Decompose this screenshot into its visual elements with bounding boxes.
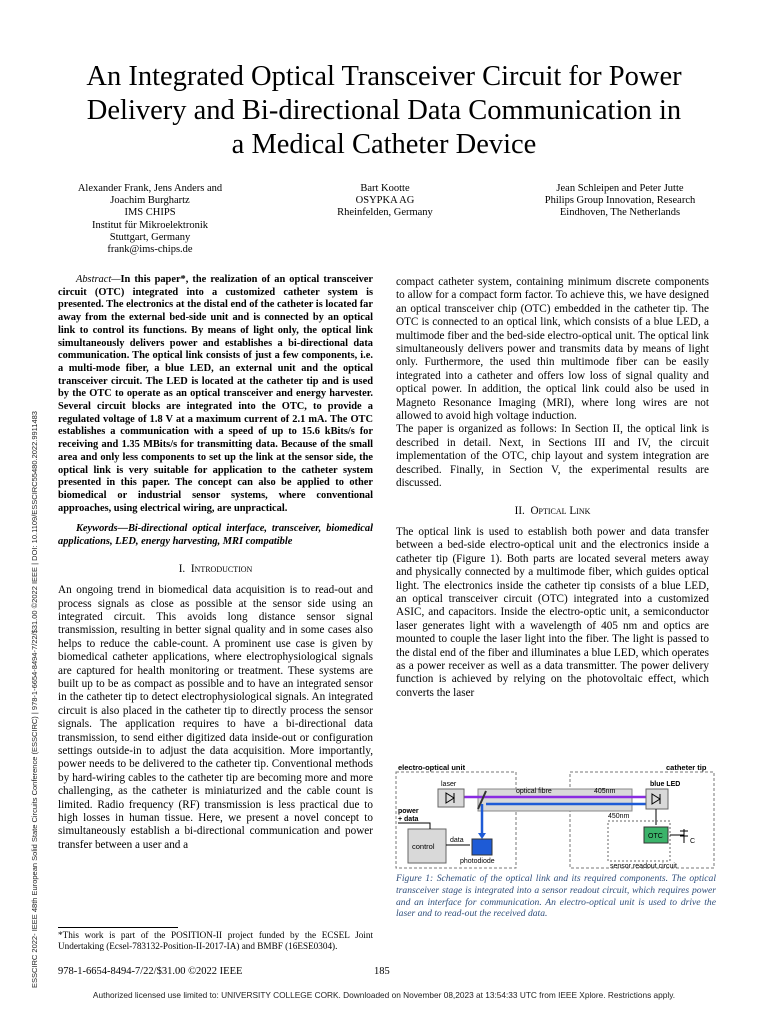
footnote: *This work is part of the POSITION-II project funded by the ECSEL Joint Undertaking (Ecsel-783132-Position-II-2017-IA) and BMBF (16ESE0304). bbox=[58, 930, 373, 951]
catheter-tip-box bbox=[570, 772, 714, 868]
author-line: Rheinfelden, Germany bbox=[337, 207, 433, 219]
isbn-line: 978-1-6654-8494-7/22/$31.00 ©2022 IEEE bbox=[58, 966, 243, 977]
author-line: Alexander Frank, Jens Anders and bbox=[77, 183, 223, 194]
abstract-lead: Abstract— bbox=[76, 274, 121, 285]
laser-box bbox=[438, 789, 464, 807]
label-450nm: 450nm bbox=[608, 813, 630, 820]
author-line: Stuttgart, Germany bbox=[109, 231, 191, 243]
author-email: frank@ims-chips.de bbox=[107, 244, 193, 256]
label-power: power bbox=[398, 808, 419, 815]
right-column bbox=[396, 276, 709, 700]
label-405nm: 405nm bbox=[594, 788, 616, 795]
left-column bbox=[58, 274, 373, 852]
author-line: Bart Kootte bbox=[360, 183, 410, 194]
doi-sidebar-text: ESSCIRC 2022- IEEE 48th European Solid State Circuits Conference (ESSCIRC) | 978-1-6654-8494-7/22/$31.00 ©2022 IEEE | DOI: 10.1109/ESSCIRC55480.2022.9911483 bbox=[30, 411, 39, 988]
arrow-down-icon bbox=[478, 833, 486, 839]
abstract bbox=[58, 274, 373, 515]
label-control: control bbox=[412, 842, 435, 851]
title-line-3: a Medical Catheter Device bbox=[231, 129, 537, 160]
right-paragraph-2: The paper is organized as follows: In Section II, the optical link is described in detail. Next, in Sections III and IV, the circuit implementation of the OTC, chip layout and system integration are described. Finally, in Section V, the experimental results are discussed. bbox=[396, 423, 709, 490]
author-line: Philips Group Innovation, Research bbox=[544, 195, 696, 207]
right-paragraph-3: The optical link is used to establish both power and data transfer between a bed-side electro-optical unit and the electronics inside a catheter tip (Figure 1). Both parts are located several meters away and physically connected by a multimode fiber, which guides optical light. The electronics inside the catheter tip consists of a blue LED, an optical transceiver circuit (OTC) integrated into a customized ASIC, and capacitors. Inside the electro-optic unit, a semiconductor laser generates light with a wavelength of 405 nm and optics are mounted to couple the laser light into the fiber. The light is passed to the distal end of the fiber and illuminates a blue LED, which operates as a power receiver as well as a data transmitter. The power delivery function is achieved by relying on the photovoltaic effect, which converts the laser bbox=[396, 525, 709, 699]
label-photodiode: photodiode bbox=[460, 858, 495, 865]
label-laser: laser bbox=[441, 781, 457, 788]
figure-1 bbox=[394, 763, 718, 870]
right-paragraph-1: compact catheter system, containing minimum discrete components to allow for a compact form factor. To achieve this, we have designed an optical transceiver chip (OTC) embedded in the catheter tip. The OTC is connected to an optical link, which consists of a blue LED, a multimode fiber and the bed-side electro-optical unit. The optical link simultaneously delivers power and transmits data by means of light only. Furthermore, the used thin multimode fiber can be easily integrated into a catheter and offers low loss of signal quality and optical power. In addition, the optical link could also be used in Magneto Resonance Imaging (MRI), where long wires are not allowed to avoid high voltage induction. bbox=[396, 276, 709, 423]
author-line: IMS CHIPS bbox=[124, 207, 176, 219]
label-catheter-tip: catheter tip bbox=[666, 763, 707, 772]
page-number: 185 bbox=[374, 966, 390, 977]
title-line-1: An Integrated Optical Transceiver Circuit for Power bbox=[86, 61, 682, 92]
author-block-2 bbox=[315, 183, 455, 220]
author-line: Jean Schleipen and Peter Jutte bbox=[556, 183, 684, 194]
keywords: Keywords—Bi-directional optical interface, transceiver, biomedical applications, LED, energy harvesting, MRI compatible bbox=[58, 523, 373, 548]
label-sensor-readout: sensor readout circuit bbox=[610, 863, 677, 870]
footnote-rule bbox=[58, 927, 178, 928]
section-heading-introduction: I. Introduction bbox=[178, 562, 253, 575]
doi-sidebar bbox=[0, 0, 39, 1010]
power-data-wire bbox=[398, 823, 430, 829]
blue-led-box bbox=[646, 789, 668, 809]
caption-text: Schematic of the optical link and its required components. The optical transceiver stage is integrated into a sensor readout circuit, which requires power and an interface for communication. An electro-optical unit is used to drive the laser and to read-out the received data. bbox=[396, 873, 716, 920]
caption-label: Figure 1: bbox=[396, 873, 434, 884]
introduction-text: An ongoing trend in biomedical data acquisition is to read-out and process signals as close as possible at the sensor side using an integrated circuit. This avoids long distance sensor signal transmission, resulting in better signal quality and in some cases also helps to reduce the cable-count. A prominent use case is given by biomedical catheter applications, where electrophysiological signals are captured for health monitoring or treatment. These systems are built up to be as compact as possible and to have an integrated sensor in the catheter tip to detect electrophysiological signals. An integrated circuit is also placed in the catheter tip to directly process the sensor signals. The application requires to have a bi-directional data transmission, to send either digitized data inside-out or configuration settings outside-in to adjust the data acquisition. More importantly, power needs to be delivered to the catheter tip. Conventional methods by hard-wiring cables to the catheter tip are becoming more and more challenging, as the catheter is miniaturized and the cable count is limited. Radio frequency (RF) transmission is less practical due to high losses in human tissue. Here, we present a novel concept to simultaneously establish a bi-directional communication and power transfer between a user and a bbox=[58, 584, 373, 851]
author-line: Institut für Mikroelektronik bbox=[91, 219, 209, 231]
section-heading-optical-link: II. Optical Link bbox=[514, 504, 591, 517]
paper-title bbox=[40, 60, 728, 162]
label-cl: C bbox=[690, 838, 696, 845]
label-data: data bbox=[450, 837, 464, 844]
abstract-text: In this paper*, the realization of an optical transceiver circuit (OTC) integrated into a customized catheter system is presented. The electronics at the distal end of the catheter is located far away from the external bed-side unit and is connected by an optical link to control its functions. By means of light only, the optical link simultaneously delivers power and establishes a bi-directional data communication. The optical link consists of just a few components, i.e. a multi-mode fiber, a blue LED, an external unit and the optical transceiver circuit. The LED is located at the catheter tip and is used by the OTC to operate as an optical transceiver and energy harvester. Several circuit blocks are integrated into the OTC, to provide a regulated voltage of 1.8 V at a maximum current of 2.1 mA. The OTC establishes a communication with a speed of up to 15.6 kBits/s for receiving and 1.35 MBits/s for transmitting data. Because of the small area and only less components to set up the link at the sensor side, the optical link is very suitable for application to the catheter system presented in this paper. The concept can also be applied to other biomedical or industrial sensor systems, where conventional approaches, using electrical wiring, are unpractical. bbox=[58, 274, 373, 514]
author-block-1 bbox=[60, 183, 240, 256]
label-plus-data: + data bbox=[398, 816, 419, 823]
optical-link-schematic bbox=[394, 763, 718, 870]
author-line: Eindhoven, The Netherlands bbox=[559, 207, 681, 219]
label-electro-optical-unit: electro-optical unit bbox=[398, 763, 466, 772]
photodiode-box bbox=[472, 839, 492, 855]
license-notice: Authorized licensed use limited to: UNIVERSITY COLLEGE CORK. Downloaded on November 08,2023 at 13:54:33 UTC from IEEE Xplore. Restrictions apply. bbox=[92, 990, 676, 1000]
title-line-2: Delivery and Bi-directional Data Communication in bbox=[86, 95, 682, 126]
author-block-3 bbox=[520, 183, 720, 220]
author-line: OSYPKA AG bbox=[355, 195, 415, 207]
label-optical-fibre: optical fibre bbox=[516, 788, 552, 795]
label-blue-led: blue LED bbox=[650, 781, 681, 788]
figure-caption bbox=[396, 873, 716, 920]
label-otc: OTC bbox=[648, 833, 663, 840]
author-line: Joachim Burghartz bbox=[110, 195, 190, 207]
